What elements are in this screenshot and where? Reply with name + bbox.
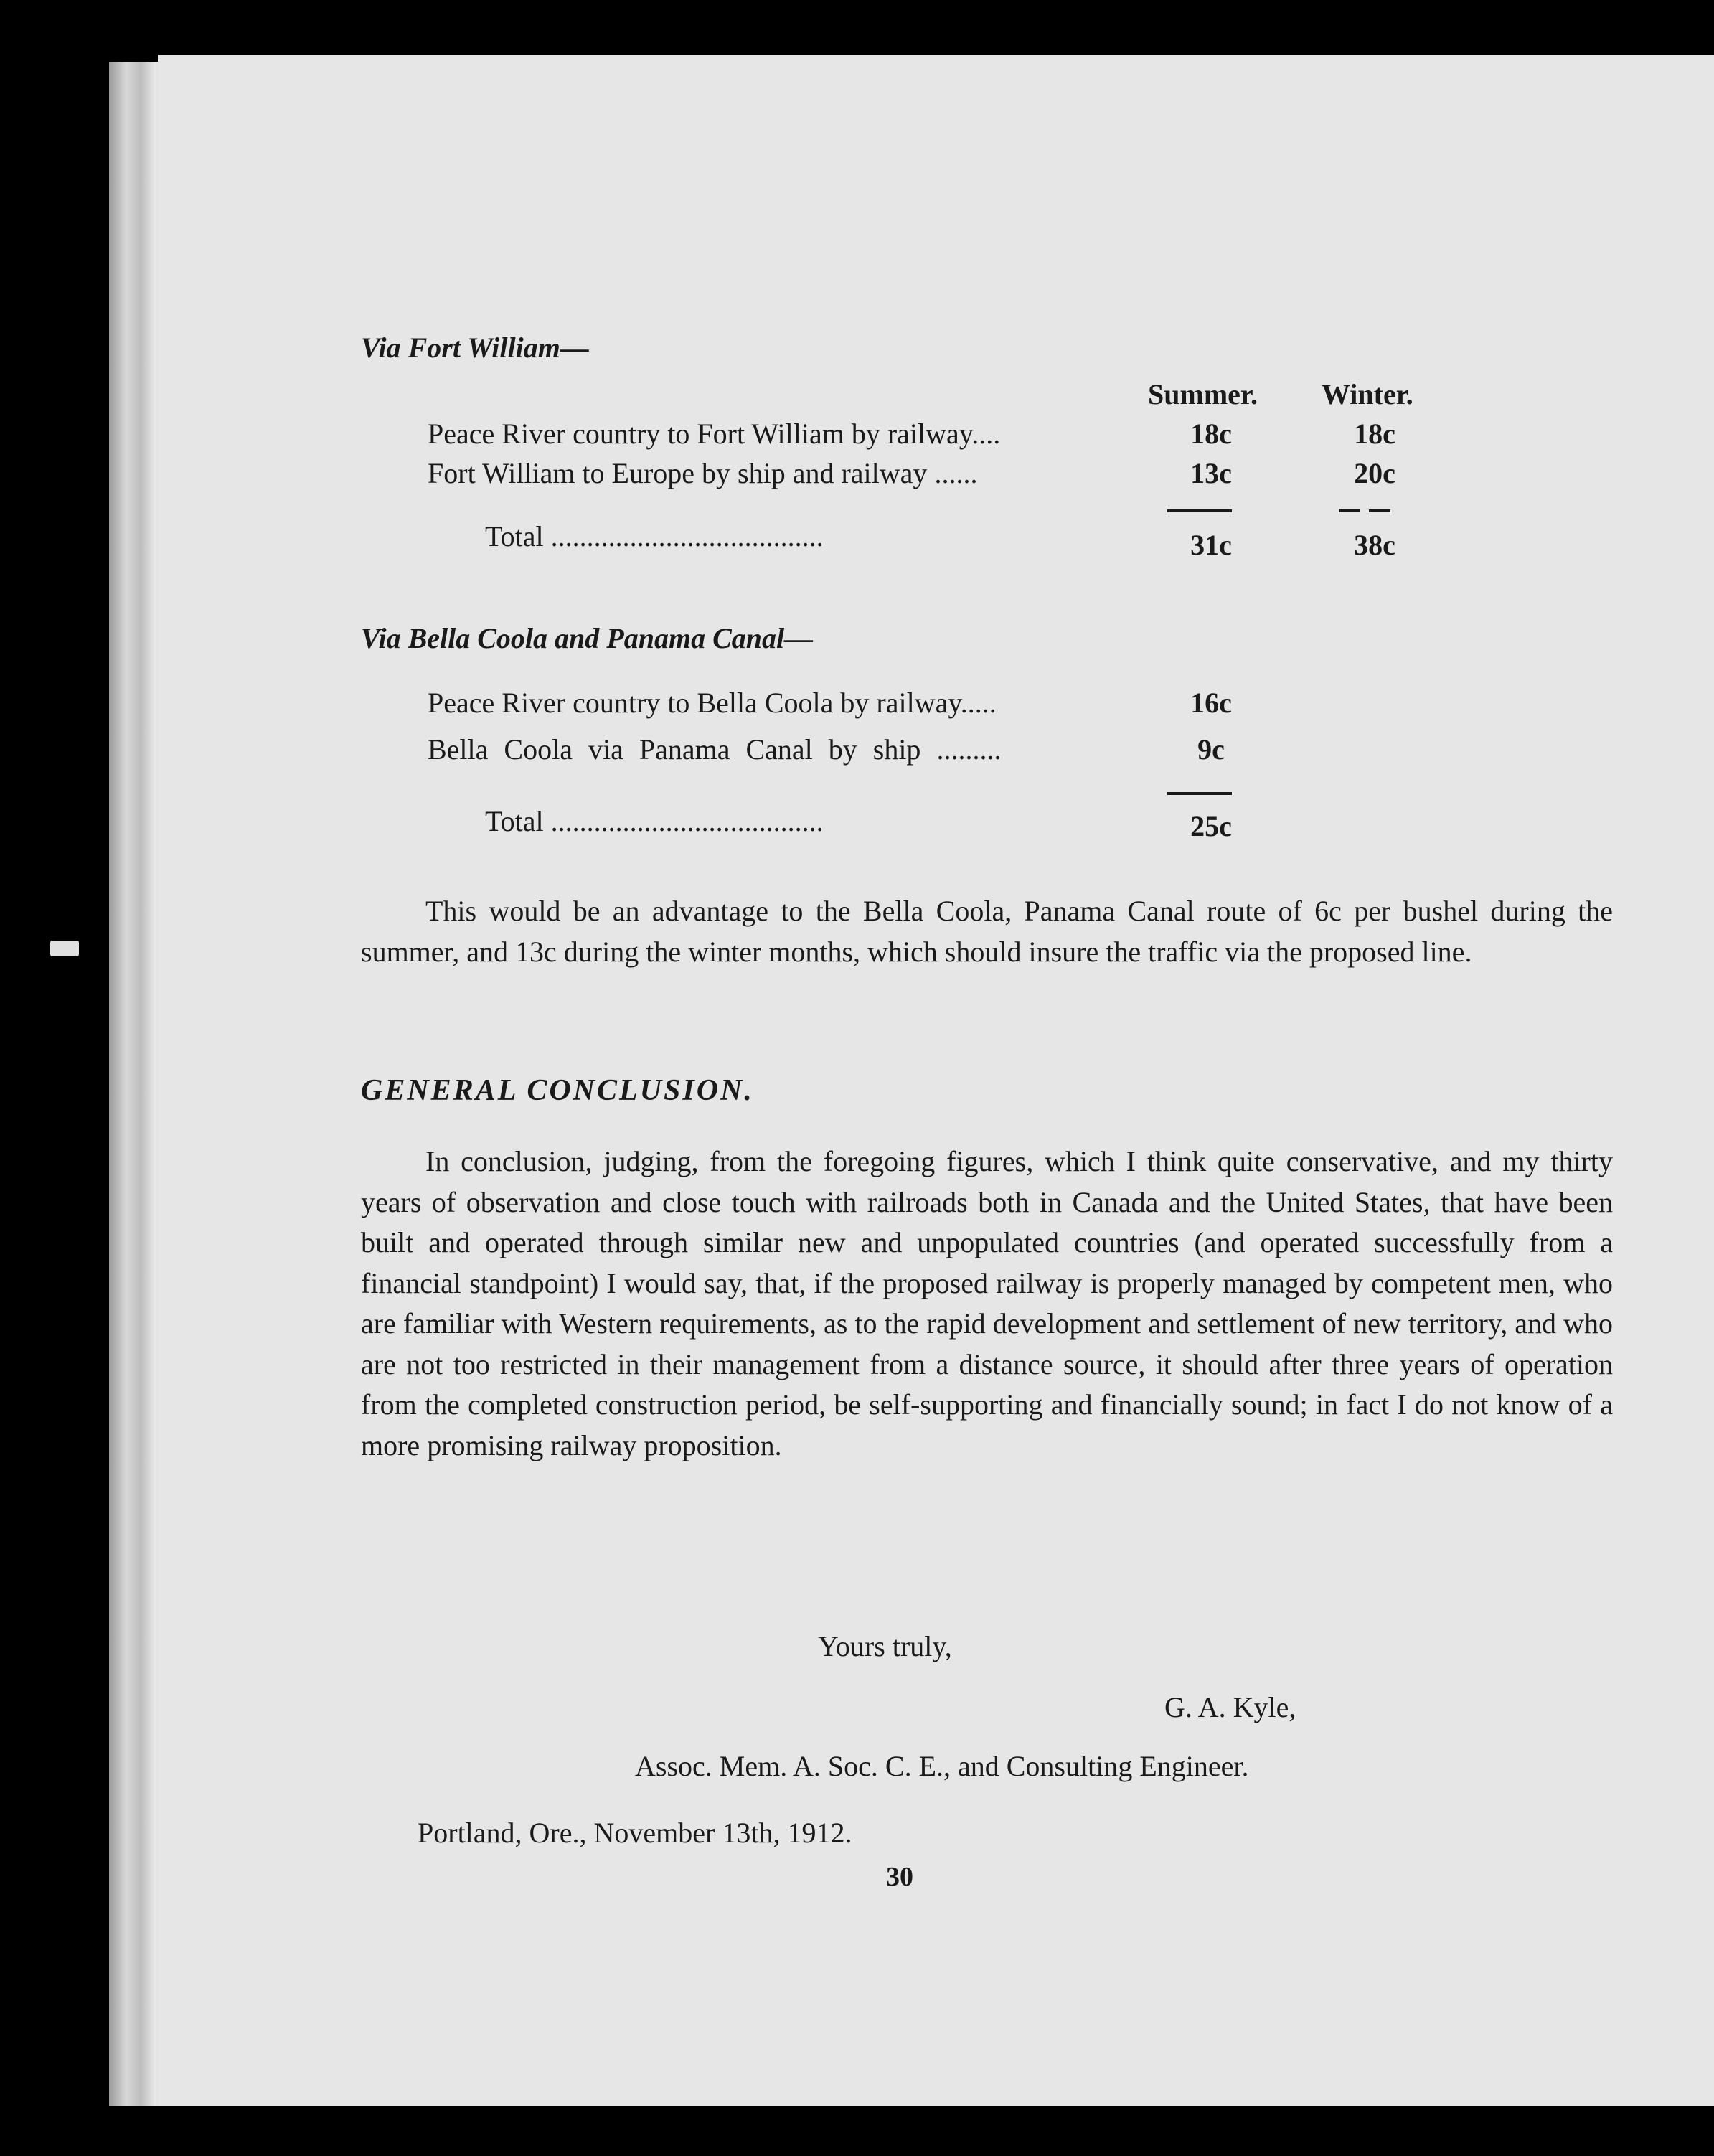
dot-leader: ...... [934,457,978,489]
summer-value: 18c [1190,418,1232,450]
total-label: Total [485,805,544,837]
column-header-summer: Summer. [1148,378,1258,410]
total-row-label [485,519,824,553]
total-label: Total [485,520,544,552]
total-row-label [485,804,824,838]
conclusion-heading: GENERAL CONCLUSION. [361,1074,754,1107]
table-row-label [428,733,1001,766]
section-heading-bella-coola: Via Bella Coola and Panama Canal— [361,622,814,654]
total-rule-winter [1339,509,1390,512]
place-date: Portland, Ore., November 13th, 1912. [418,1817,852,1849]
dot-leader: ...................................... [550,805,824,837]
advantage-paragraph [361,890,1613,972]
row-label-text: Bella Coola via Panama Canal by ship [428,733,921,766]
total-summer-value: 25c [1190,810,1232,842]
dot-leader: ..... [960,687,997,719]
conclusion-paragraph [361,1141,1613,1466]
table-row-label [428,456,977,490]
total-rule-summer [1167,509,1232,512]
total-winter-value: 38c [1354,529,1395,561]
section-heading-fort-william: Via Fort William— [361,331,589,364]
winter-value: 18c [1354,418,1395,450]
closing-salutation: Yours truly, [818,1630,952,1662]
table-row-label [428,686,997,720]
summer-value: 9c [1197,733,1225,766]
total-rule-summer [1167,792,1232,795]
conclusion-paragraph-text: In conclusion, judging, from the foregoing figures, which I think quite conservative, and my thirty years of observation and close touch with railroads both in Canada and the United States, that have been built and operated through similar new and unpopulated countries (and operated successfully from a financial standpoint) I would say, that, if the proposed railway is properly managed by competent men, who are familiar with Western requirements, as to the rapid development and settlement of new territory, and who are not too restricted in their management from a distance source, it should after three years of operation from the completed construction period, be self-supporting and financially sound; in fact I do not know of a more promising railway proposition. [361,1145,1613,1461]
scan-speck [50,941,79,956]
summer-value: 16c [1190,687,1232,719]
signature-title: Assoc. Mem. A. Soc. C. E., and Consulting Engineer. [635,1750,1249,1782]
table-row-label [428,417,1000,451]
summer-value: 13c [1190,457,1232,489]
row-label-text: Fort William to Europe by ship and railway [428,457,928,489]
page-number: 30 [886,1862,913,1892]
dot-leader: ...................................... [550,520,824,552]
winter-value: 20c [1354,457,1395,489]
dot-leader: ......... [936,733,1002,766]
total-summer-value: 31c [1190,529,1232,561]
advantage-paragraph-text: This would be an advantage to the Bella Coola, Panama Canal route of 6c per bushel during the summer, and 13c during the winter months, which should insure the traffic via the proposed line. [361,895,1613,968]
signature-name: G. A. Kyle, [1164,1691,1296,1723]
row-label-text: Peace River country to Fort William by railway [428,418,972,450]
row-label-text: Peace River country to Bella Coola by railway [428,687,961,719]
document-page [158,55,1714,2106]
column-header-winter: Winter. [1322,378,1413,410]
dot-leader: .... [971,418,1001,450]
